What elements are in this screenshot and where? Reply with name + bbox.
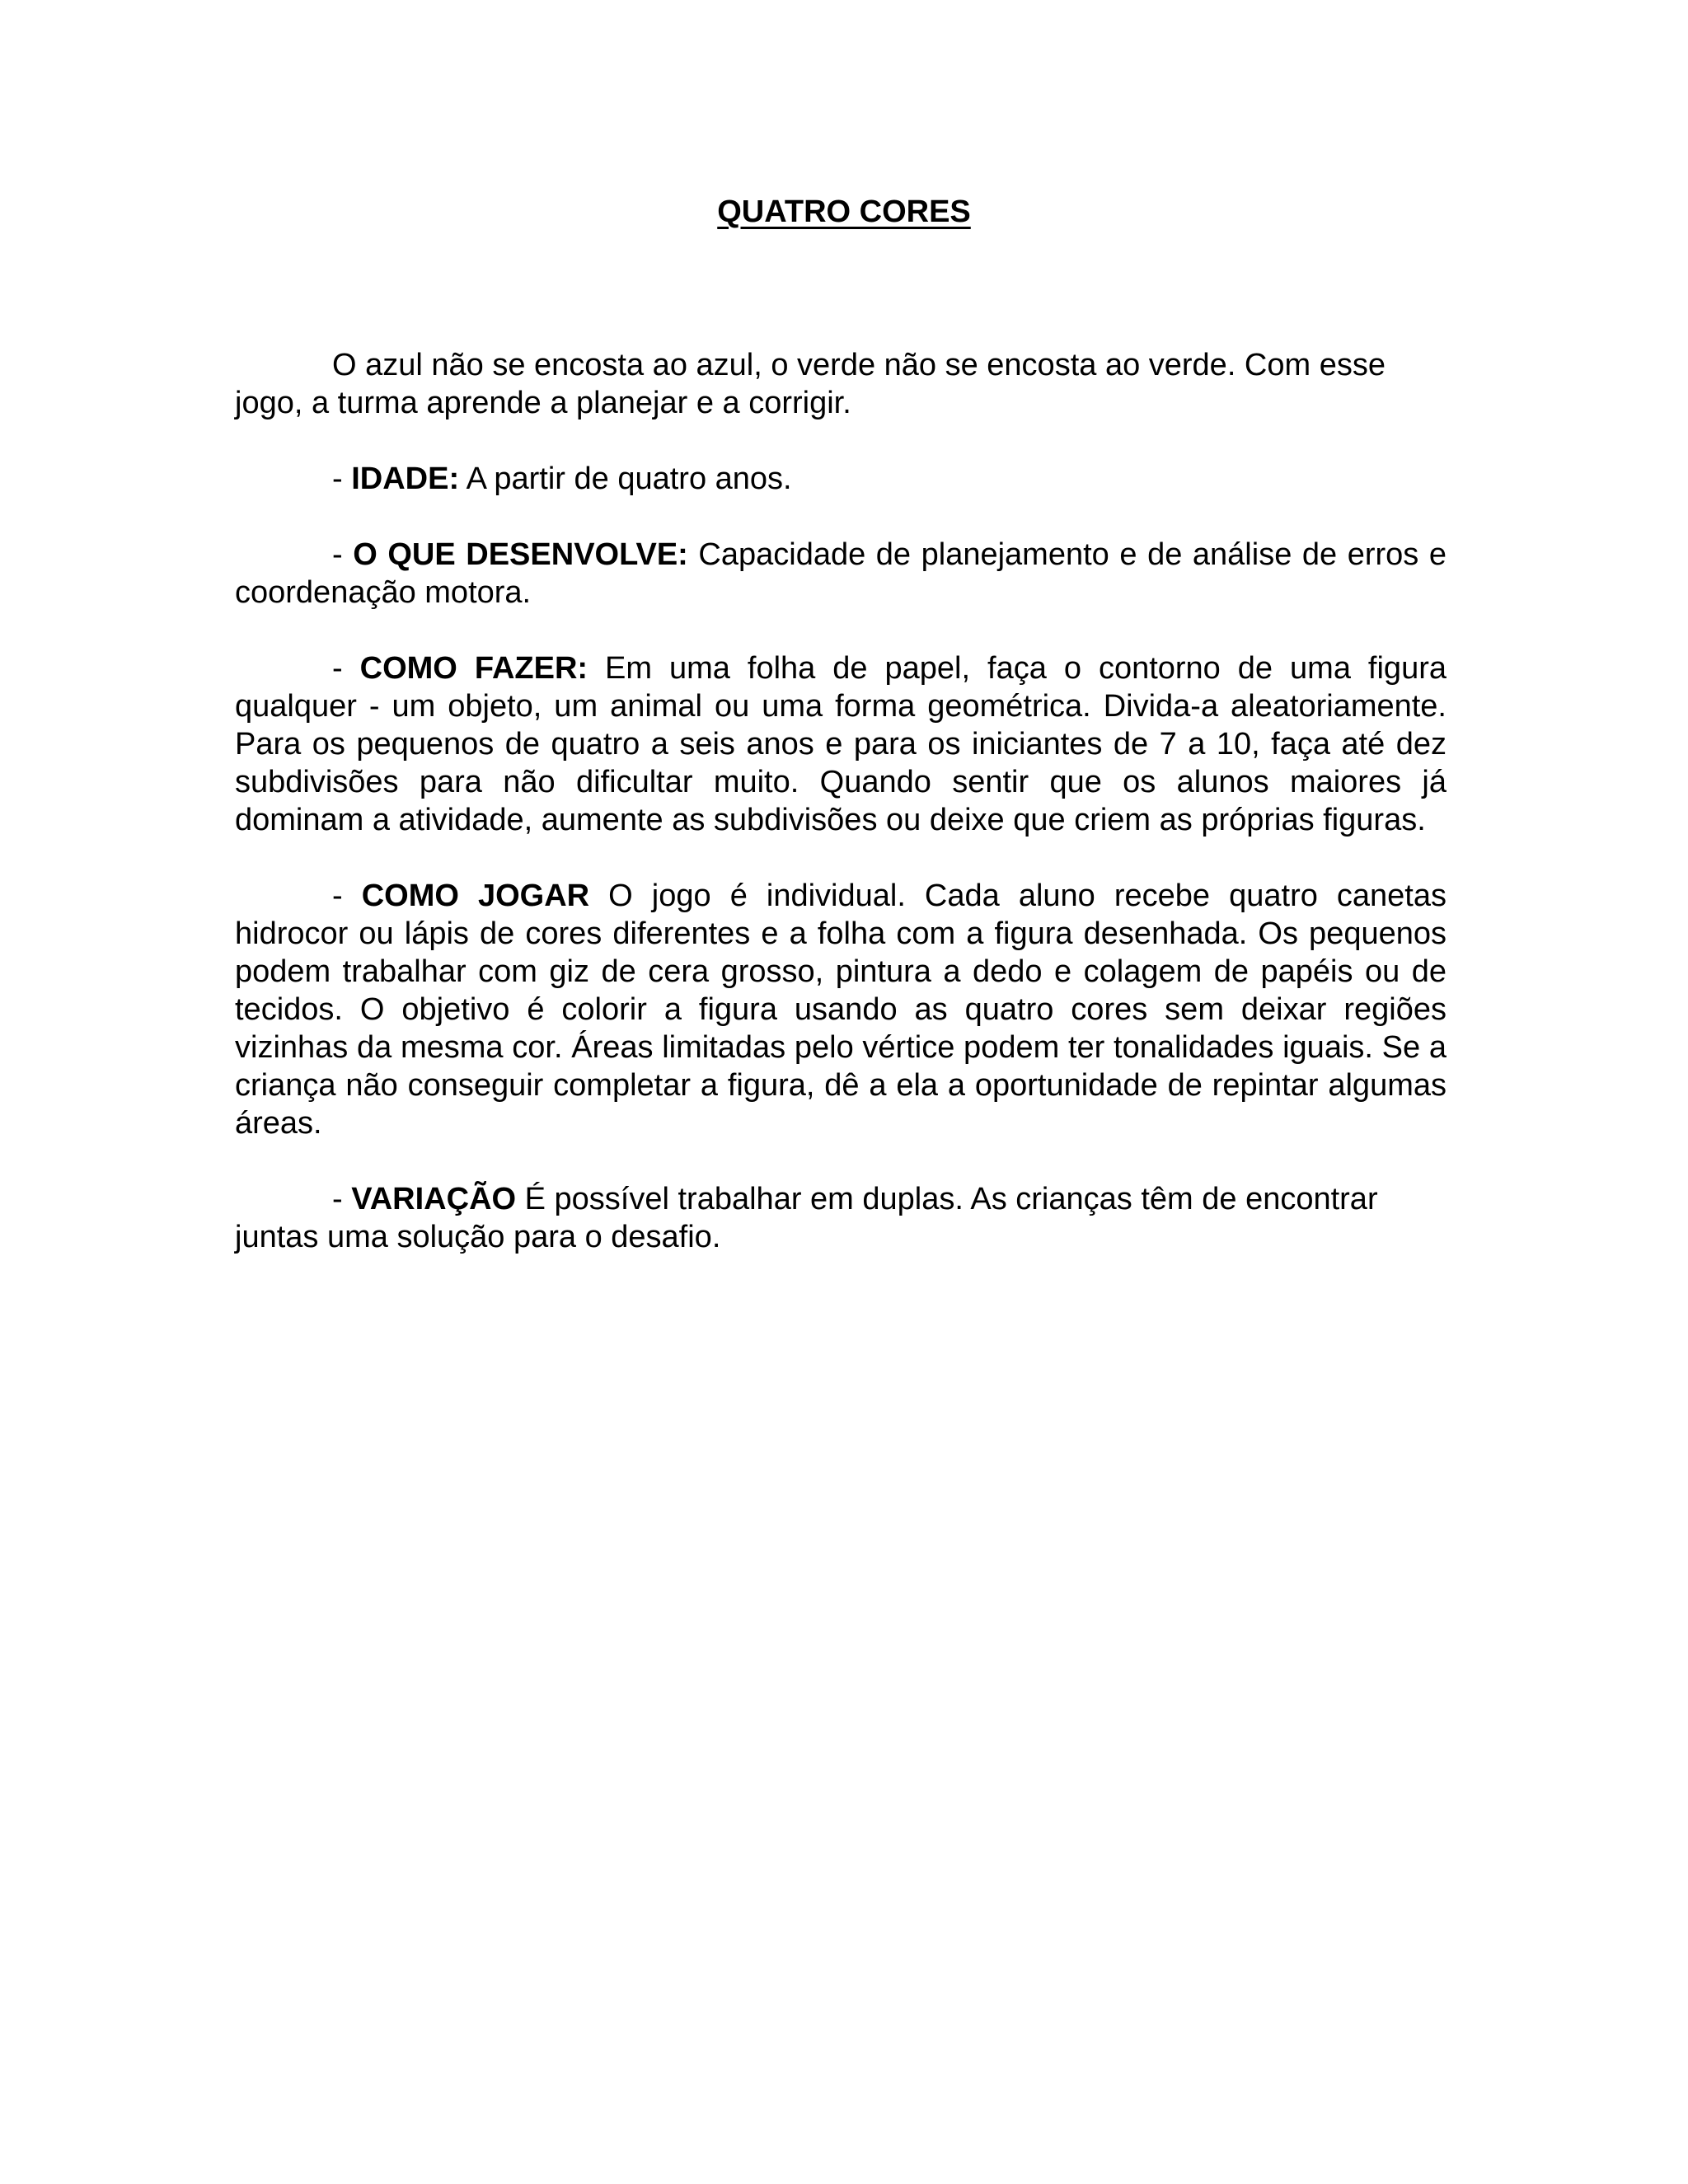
section-label: IDADE: xyxy=(351,462,460,496)
document-body xyxy=(235,346,1447,1294)
intro-paragraph: O azul não se encosta ao azul, o verde não se encosta ao verde. Com esse jogo, a turma aprende a planejar e a corrigir. xyxy=(235,348,1386,420)
section-o-que-desenvolve xyxy=(235,536,1447,612)
section-label: O QUE DESENVOLVE: xyxy=(353,537,688,572)
document-title: QUATRO CORES xyxy=(717,194,971,229)
section-prefix: - xyxy=(332,651,360,686)
section-text: O jogo é individual. Cada aluno recebe quatro canetas hidrocor ou lápis de cores diferentes e a folha com a figura desenhada. Os pequenos podem trabalhar com giz de cera grosso, pintura a dedo e colagem de papéis ou de tecidos. O objetivo é colorir a figura usando as quatro cores sem deixar regiões vizinhas da mesma cor. Áreas limitadas pelo vértice podem ter tonalidades iguais. Se a criança não conseguir completar a figura, dê a ela a oportunidade de repintar algumas áreas. xyxy=(235,879,1447,1141)
section-como-fazer xyxy=(235,649,1447,839)
section-idade xyxy=(235,460,1447,498)
section-label: VARIAÇÃO xyxy=(351,1182,517,1216)
section-prefix: - xyxy=(332,462,352,496)
section-prefix: - xyxy=(332,879,362,913)
section-text: Capacidade de planejamento e de análise de erros e coordenação motora. xyxy=(235,537,1447,610)
section-text: A partir de quatro anos. xyxy=(459,462,792,496)
section-prefix: - xyxy=(332,537,354,572)
section-label: COMO JOGAR xyxy=(361,879,590,913)
section-text: Em uma folha de papel, faça o contorno de uma figura qualquer - um objeto, um animal ou uma forma geométrica. Divida-a aleatoriamente. Para os pequenos de quatro a seis anos e para os iniciantes de 7 a 10, faça até dez subdivisões para não dificultar muito. Quando sentir que os alunos maiores já dominam a atividade, aumente as subdivisões ou deixe que criem as próprias figuras. xyxy=(235,651,1447,837)
section-como-jogar xyxy=(235,877,1447,1142)
section-variacao xyxy=(235,1180,1447,1256)
section-prefix: - xyxy=(332,1182,352,1216)
section-text: É possível trabalhar em duplas. As crianças têm de encontrar juntas uma solução para o desafio. xyxy=(235,1182,1378,1254)
section-label: COMO FAZER: xyxy=(359,651,588,686)
